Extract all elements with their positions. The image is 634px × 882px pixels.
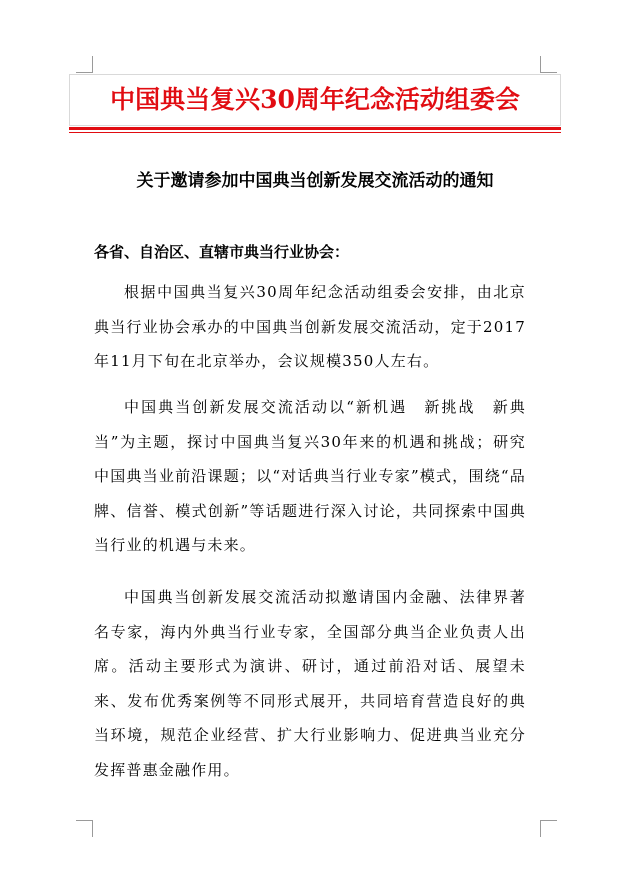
crop-mark-bottom-right (540, 820, 557, 837)
header-rule-thick (69, 127, 561, 130)
body-paragraph-3: 中国典当创新发展交流活动拟邀请国内金融、法律界著名专家，海内外典当行业专家，全国部分典当企业负责人出席。活动主要形式为演讲、研讨，通过前沿对话、展望未来、发布优秀案例等不同形式展开，共同培育营造良好的典当环境，规范企业经营、扩大行业影响力、促进典当业充分发挥普惠金融作用。 (94, 588, 526, 779)
notice-title: 关于邀请参加中国典当创新发展交流活动的通知 (136, 171, 494, 191)
salutation: 各省、自治区、直辖市典当行业协会： (94, 243, 350, 261)
organization-title: 中国典当复兴30周年纪念活动组委会 (110, 85, 520, 114)
body-paragraph-1: 根据中国典当复兴30周年纪念活动组委会安排，由北京典当行业协会承办的中国典当创新发展交流活动，定于2017年11月下旬在北京举办，会议规模350人左右。 (94, 283, 526, 370)
crop-mark-bottom-left (76, 820, 93, 837)
crop-mark-top-right (540, 56, 557, 73)
body-paragraph-2: 中国典当创新发展交流活动以“新机遇 新挑战 新典当”为主题，探讨中国典当复兴30年来的机遇和挑战；研究中国典当业前沿课题；以“对话典当行业专家”模式，围绕“品牌、信誉、模式创新”等话题进行深入讨论，共同探索中国典当行业的机遇与未来。 (94, 398, 526, 554)
crop-mark-top-left (76, 56, 93, 73)
header-rule-thin (69, 132, 561, 133)
